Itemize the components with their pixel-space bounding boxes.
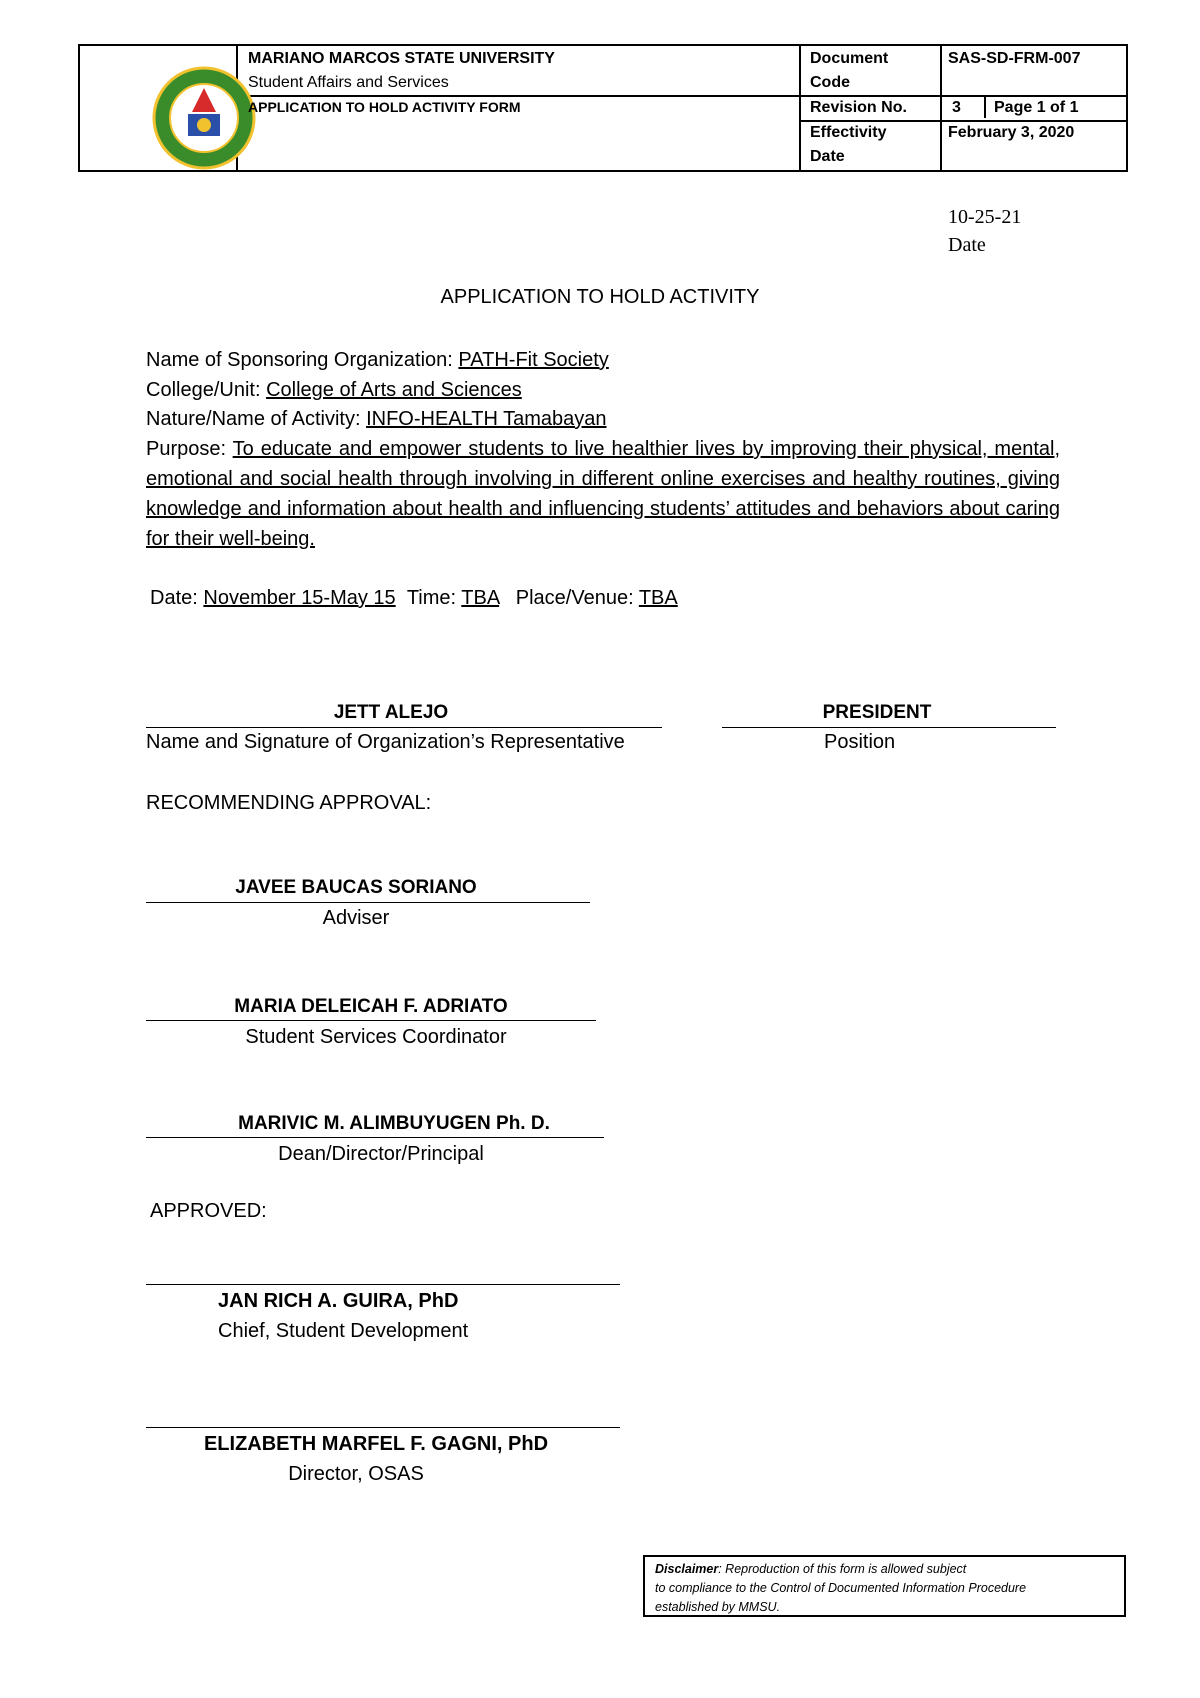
- signature-line: [146, 902, 590, 903]
- representative-position: PRESIDENT: [822, 702, 932, 723]
- time-value: TBA: [461, 587, 500, 609]
- college-value: College of Arts and Sciences: [266, 379, 522, 401]
- revision-label: Revision No.: [810, 99, 907, 116]
- position-caption: Position: [824, 731, 896, 753]
- office-name: Student Affairs and Services: [248, 74, 449, 91]
- signature-line: [722, 727, 1056, 728]
- disclaimer-text: established by MMSU.: [655, 1600, 781, 1614]
- recommending-label: RECOMMENDING APPROVAL:: [146, 792, 432, 814]
- chief-name: JAN RICH A. GUIRA, PhD: [218, 1290, 459, 1312]
- header-divider: [799, 46, 801, 170]
- effectivity-label: Date: [810, 148, 845, 165]
- effectivity-value: February 3, 2020: [948, 124, 1075, 141]
- activity-value: INFO-HEALTH Tamabayan: [366, 408, 607, 430]
- university-name: MARIANO MARCOS STATE UNIVERSITY: [248, 50, 555, 67]
- date-value: 10-25-21: [948, 206, 1022, 228]
- purpose-value: To educate and empower students to live healthier lives by improving their physical, mental, emotional and social health through involving in different online exercises and healthy routines, giving knowledge and information about health and influencing students’ attitudes and behaviors about caring for their well-being.: [146, 438, 1060, 550]
- college-field: [146, 375, 522, 405]
- adviser-name: JAVEE BAUCAS SORIANO: [235, 877, 477, 898]
- disclaimer-box: [643, 1555, 1126, 1617]
- dean-role: Dean/Director/Principal: [278, 1143, 484, 1165]
- date-field-value: November 15-May 15: [203, 587, 396, 609]
- form-name: APPLICATION TO HOLD ACTIVITY FORM: [248, 99, 521, 115]
- purpose-field: [146, 434, 1060, 554]
- date-label: Date: [948, 234, 986, 256]
- disclaimer-label: Disclaimer: [655, 1562, 719, 1576]
- disclaimer-text: to compliance to the Control of Documented Information Procedure: [655, 1581, 1027, 1595]
- activity-field: [146, 404, 607, 434]
- director-role: Director, OSAS: [288, 1463, 424, 1485]
- revision-value: 3: [952, 99, 961, 116]
- schedule-field: [150, 583, 678, 613]
- doc-code-label: Code: [810, 74, 850, 91]
- representative-caption: Name and Signature of Organization’s Representative: [146, 731, 625, 753]
- university-logo: [152, 66, 256, 170]
- date-block: [948, 203, 1021, 259]
- time-label: Time:: [406, 587, 457, 609]
- purpose-label: Purpose:: [146, 438, 233, 460]
- coordinator-name: MARIA DELEICAH F. ADRIATO: [234, 996, 508, 1017]
- effectivity-label: Effectivity: [810, 124, 887, 141]
- place-label: Place/Venue:: [515, 587, 634, 609]
- header-divider: [940, 46, 942, 170]
- signature-line: [146, 1137, 604, 1138]
- page-title: APPLICATION TO HOLD ACTIVITY: [440, 286, 760, 308]
- page-number: Page 1 of 1: [994, 99, 1079, 116]
- signature-line: [146, 1284, 620, 1285]
- signature-line: [146, 1427, 620, 1428]
- org-field: [146, 345, 609, 375]
- director-name: ELIZABETH MARFEL F. GAGNI, PhD: [203, 1433, 549, 1455]
- college-label: College/Unit:: [146, 379, 267, 401]
- org-label: Name of Sponsoring Organization:: [146, 349, 459, 371]
- doc-code-value: SAS-SD-FRM-007: [948, 50, 1081, 67]
- disclaimer-text: : Reproduction of this form is allowed subject: [718, 1562, 967, 1576]
- adviser-role: Adviser: [322, 907, 390, 929]
- approved-label: APPROVED:: [150, 1200, 267, 1222]
- place-value: TBA: [638, 587, 678, 609]
- chief-role: Chief, Student Development: [218, 1320, 469, 1342]
- doc-code-label: Document: [810, 50, 889, 67]
- header-divider: [984, 95, 986, 118]
- date-field-label: Date:: [150, 587, 198, 609]
- representative-name: JETT ALEJO: [333, 702, 449, 723]
- dean-name: MARIVIC M. ALIMBUYUGEN Ph. D.: [238, 1113, 550, 1134]
- org-value: PATH-Fit Society: [458, 349, 609, 371]
- coordinator-role: Student Services Coordinator: [245, 1026, 507, 1048]
- activity-label: Nature/Name of Activity:: [146, 408, 367, 430]
- document-header: [78, 44, 1128, 172]
- signature-line: [146, 1020, 596, 1021]
- signature-line: [146, 727, 662, 728]
